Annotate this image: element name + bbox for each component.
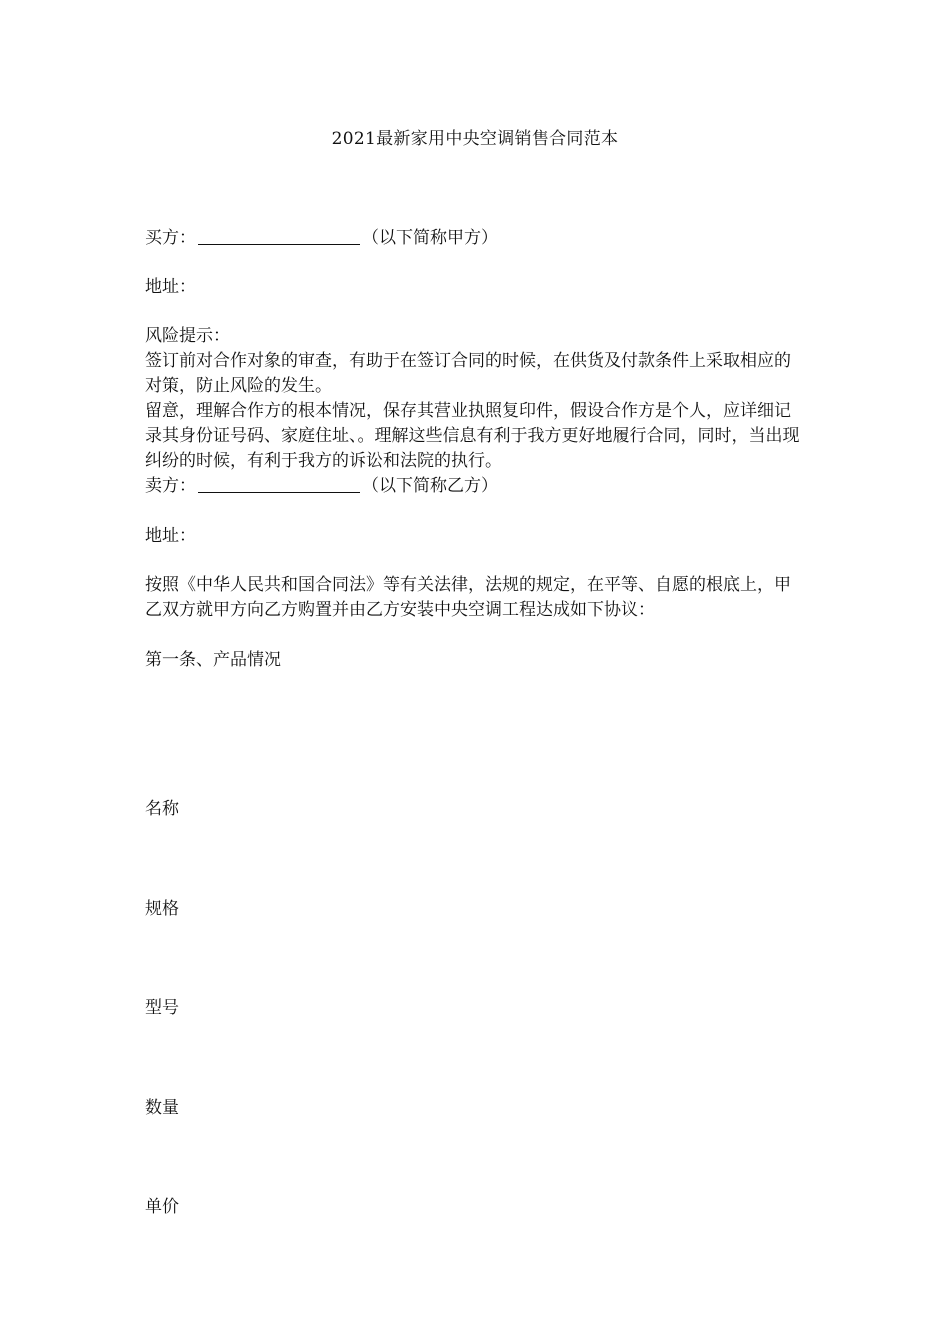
field-unit-price: 单价 xyxy=(145,1197,179,1217)
buyer-address-label: 地址： xyxy=(145,277,196,297)
buyer-name-blank xyxy=(198,226,360,245)
field-quantity: 数量 xyxy=(145,1098,179,1118)
buyer-line xyxy=(145,226,805,251)
buyer-suffix: （以下简称甲方） xyxy=(362,228,498,248)
seller-label: 卖方： xyxy=(145,476,196,496)
article-1-heading: 第一条、产品情况 xyxy=(145,650,281,670)
seller-name-blank xyxy=(198,474,360,493)
field-spec: 规格 xyxy=(145,899,179,919)
seller-address-label: 地址： xyxy=(145,526,196,546)
risk-paragraph-1: 签订前对合作对象的审查，有助于在签订合同的时候，在供货及付款条件上采取相应的对策，防止风险的发生。 xyxy=(145,351,791,396)
agreement-paragraph: 按照《中华人民共和国合同法》等有关法律，法规的规定，在平等、自愿的根底上，甲乙双方就甲方向乙方购置并由乙方安装中央空调工程达成如下协议： xyxy=(145,575,791,620)
risk-paragraph-2: 留意，理解合作方的根本情况，保存其营业执照复印件，假设合作方是个人，应详细记录其身份证号码、家庭住址、。理解这些信息有利于我方更好地履行合同，同时，当出现纠纷的时候，有利于我方的诉讼和法院的执行。 xyxy=(145,401,800,471)
document-title: 2021最新家用中央空调销售合同范本 xyxy=(331,129,619,149)
field-name: 名称 xyxy=(145,799,179,819)
field-model: 型号 xyxy=(145,998,179,1018)
seller-line xyxy=(145,474,805,499)
risk-heading: 风险提示： xyxy=(145,326,230,346)
seller-suffix: （以下简称乙方） xyxy=(362,476,498,496)
buyer-label: 买方： xyxy=(145,228,196,248)
